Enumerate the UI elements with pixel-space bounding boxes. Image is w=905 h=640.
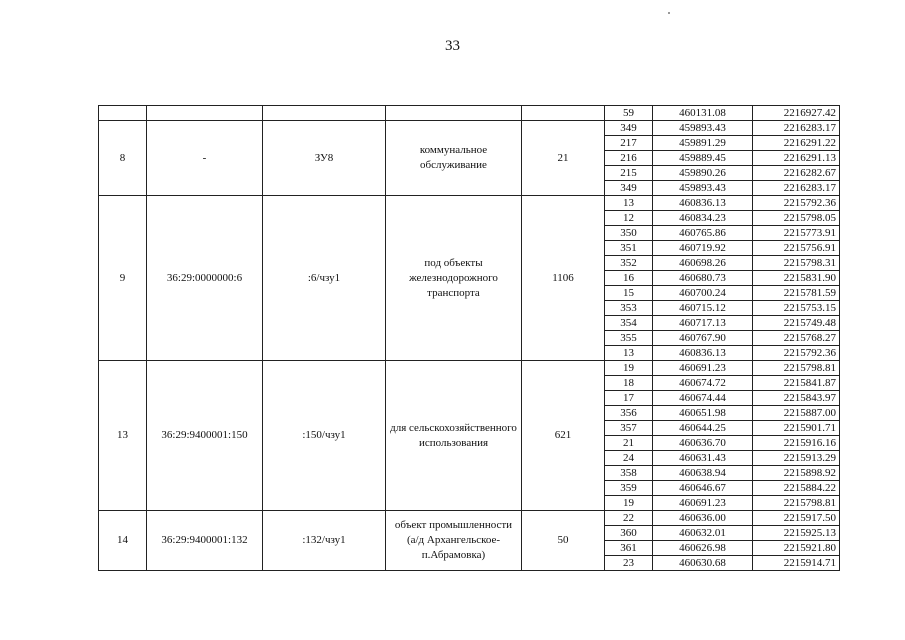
x-coordinate-cell: 460674.44: [653, 391, 753, 406]
table-row: [99, 106, 840, 121]
point-number-cell: 360: [605, 526, 653, 541]
y-coordinate-cell: 2215901.71: [753, 421, 840, 436]
x-coordinate-cell: 460646.67: [653, 481, 753, 496]
area-cell: 50: [522, 511, 605, 571]
x-coordinate-cell: 459891.29: [653, 136, 753, 151]
coordinates-table: [98, 105, 840, 571]
point-number-cell: 18: [605, 376, 653, 391]
x-coordinate-cell: 460698.26: [653, 256, 753, 271]
permitted-use-cell: [386, 106, 522, 121]
point-number-cell: 354: [605, 316, 653, 331]
x-coordinate-cell: 459893.43: [653, 121, 753, 136]
y-coordinate-cell: 2215831.90: [753, 271, 840, 286]
table-row: [99, 121, 840, 136]
y-coordinate-cell: 2215843.97: [753, 391, 840, 406]
point-number-cell: 356: [605, 406, 653, 421]
x-coordinate-cell: 460674.72: [653, 376, 753, 391]
y-coordinate-cell: 2215917.50: [753, 511, 840, 526]
x-coordinate-cell: 460636.70: [653, 436, 753, 451]
point-number-cell: 12: [605, 211, 653, 226]
x-coordinate-cell: 460836.13: [653, 346, 753, 361]
area-cell: 21: [522, 121, 605, 196]
page-number: 33: [445, 38, 460, 54]
point-number-cell: 13: [605, 346, 653, 361]
cadastral-number-cell: 36:29:0000000:6: [147, 196, 263, 361]
y-coordinate-cell: 2215898.92: [753, 466, 840, 481]
y-coordinate-cell: 2215798.81: [753, 496, 840, 511]
scan-speck: [668, 12, 670, 14]
table-row: [99, 511, 840, 526]
x-coordinate-cell: 460717.13: [653, 316, 753, 331]
y-coordinate-cell: 2215841.87: [753, 376, 840, 391]
x-coordinate-cell: 460765.86: [653, 226, 753, 241]
x-coordinate-cell: 459889.45: [653, 151, 753, 166]
y-coordinate-cell: 2216283.17: [753, 181, 840, 196]
land-plot-designation-cell: :150/чзу1: [263, 361, 386, 511]
x-coordinate-cell: 460651.98: [653, 406, 753, 421]
x-coordinate-cell: 460644.25: [653, 421, 753, 436]
x-coordinate-cell: 460719.92: [653, 241, 753, 256]
point-number-cell: 16: [605, 271, 653, 286]
x-coordinate-cell: 460834.23: [653, 211, 753, 226]
table-row: [99, 361, 840, 376]
x-coordinate-cell: 460638.94: [653, 466, 753, 481]
permitted-use-cell: для сельскохозяйственного использования: [386, 361, 522, 511]
row-number-cell: 14: [99, 511, 147, 571]
y-coordinate-cell: 2215913.29: [753, 451, 840, 466]
x-coordinate-cell: 460632.01: [653, 526, 753, 541]
x-coordinate-cell: 460700.24: [653, 286, 753, 301]
y-coordinate-cell: 2215798.81: [753, 361, 840, 376]
point-number-cell: 217: [605, 136, 653, 151]
point-number-cell: 23: [605, 556, 653, 571]
x-coordinate-cell: 460680.73: [653, 271, 753, 286]
cadastral-number-cell: [147, 106, 263, 121]
land-plot-designation-cell: [263, 106, 386, 121]
cadastral-number-cell: -: [147, 121, 263, 196]
point-number-cell: 24: [605, 451, 653, 466]
row-number-cell: 9: [99, 196, 147, 361]
point-number-cell: 361: [605, 541, 653, 556]
point-number-cell: 350: [605, 226, 653, 241]
row-number-cell: [99, 106, 147, 121]
y-coordinate-cell: 2216283.17: [753, 121, 840, 136]
y-coordinate-cell: 2215925.13: [753, 526, 840, 541]
point-number-cell: 19: [605, 496, 653, 511]
point-number-cell: 15: [605, 286, 653, 301]
x-coordinate-cell: 460715.12: [653, 301, 753, 316]
point-number-cell: 351: [605, 241, 653, 256]
x-coordinate-cell: 460626.98: [653, 541, 753, 556]
y-coordinate-cell: 2215798.05: [753, 211, 840, 226]
y-coordinate-cell: 2215781.59: [753, 286, 840, 301]
y-coordinate-cell: 2215914.71: [753, 556, 840, 571]
row-number-cell: 13: [99, 361, 147, 511]
y-coordinate-cell: 2215768.27: [753, 331, 840, 346]
cadastral-number-cell: 36:29:9400001:150: [147, 361, 263, 511]
table-row: [99, 196, 840, 211]
area-cell: 1106: [522, 196, 605, 361]
x-coordinate-cell: 460691.23: [653, 361, 753, 376]
x-coordinate-cell: 460767.90: [653, 331, 753, 346]
point-number-cell: 359: [605, 481, 653, 496]
point-number-cell: 352: [605, 256, 653, 271]
y-coordinate-cell: 2215916.16: [753, 436, 840, 451]
point-number-cell: 353: [605, 301, 653, 316]
area-cell: 621: [522, 361, 605, 511]
point-number-cell: 357: [605, 421, 653, 436]
permitted-use-cell: коммунальное обслуживание: [386, 121, 522, 196]
cadastral-number-cell: 36:29:9400001:132: [147, 511, 263, 571]
y-coordinate-cell: 2215753.15: [753, 301, 840, 316]
permitted-use-cell: под объекты железнодорожного транспорта: [386, 196, 522, 361]
y-coordinate-cell: 2215798.31: [753, 256, 840, 271]
y-coordinate-cell: 2215756.91: [753, 241, 840, 256]
y-coordinate-cell: 2216927.42: [753, 106, 840, 121]
point-number-cell: 59: [605, 106, 653, 121]
y-coordinate-cell: 2215792.36: [753, 346, 840, 361]
x-coordinate-cell: 460630.68: [653, 556, 753, 571]
x-coordinate-cell: 459893.43: [653, 181, 753, 196]
y-coordinate-cell: 2215749.48: [753, 316, 840, 331]
y-coordinate-cell: 2216291.13: [753, 151, 840, 166]
y-coordinate-cell: 2216282.67: [753, 166, 840, 181]
area-cell: [522, 106, 605, 121]
point-number-cell: 349: [605, 181, 653, 196]
y-coordinate-cell: 2215921.80: [753, 541, 840, 556]
y-coordinate-cell: 2215792.36: [753, 196, 840, 211]
point-number-cell: 358: [605, 466, 653, 481]
x-coordinate-cell: 460631.43: [653, 451, 753, 466]
y-coordinate-cell: 2215773.91: [753, 226, 840, 241]
y-coordinate-cell: 2216291.22: [753, 136, 840, 151]
land-plot-designation-cell: :132/чзу1: [263, 511, 386, 571]
point-number-cell: 13: [605, 196, 653, 211]
x-coordinate-cell: 460691.23: [653, 496, 753, 511]
y-coordinate-cell: 2215887.00: [753, 406, 840, 421]
point-number-cell: 215: [605, 166, 653, 181]
x-coordinate-cell: 460636.00: [653, 511, 753, 526]
point-number-cell: 19: [605, 361, 653, 376]
point-number-cell: 21: [605, 436, 653, 451]
x-coordinate-cell: 459890.26: [653, 166, 753, 181]
x-coordinate-cell: 460131.08: [653, 106, 753, 121]
point-number-cell: 349: [605, 121, 653, 136]
point-number-cell: 355: [605, 331, 653, 346]
row-number-cell: 8: [99, 121, 147, 196]
point-number-cell: 17: [605, 391, 653, 406]
permitted-use-cell: объект промышленности (а/д Архангельское-п.Абрамовка): [386, 511, 522, 571]
point-number-cell: 22: [605, 511, 653, 526]
x-coordinate-cell: 460836.13: [653, 196, 753, 211]
y-coordinate-cell: 2215884.22: [753, 481, 840, 496]
point-number-cell: 216: [605, 151, 653, 166]
land-plot-designation-cell: ЗУ8: [263, 121, 386, 196]
land-plot-designation-cell: :6/чзу1: [263, 196, 386, 361]
